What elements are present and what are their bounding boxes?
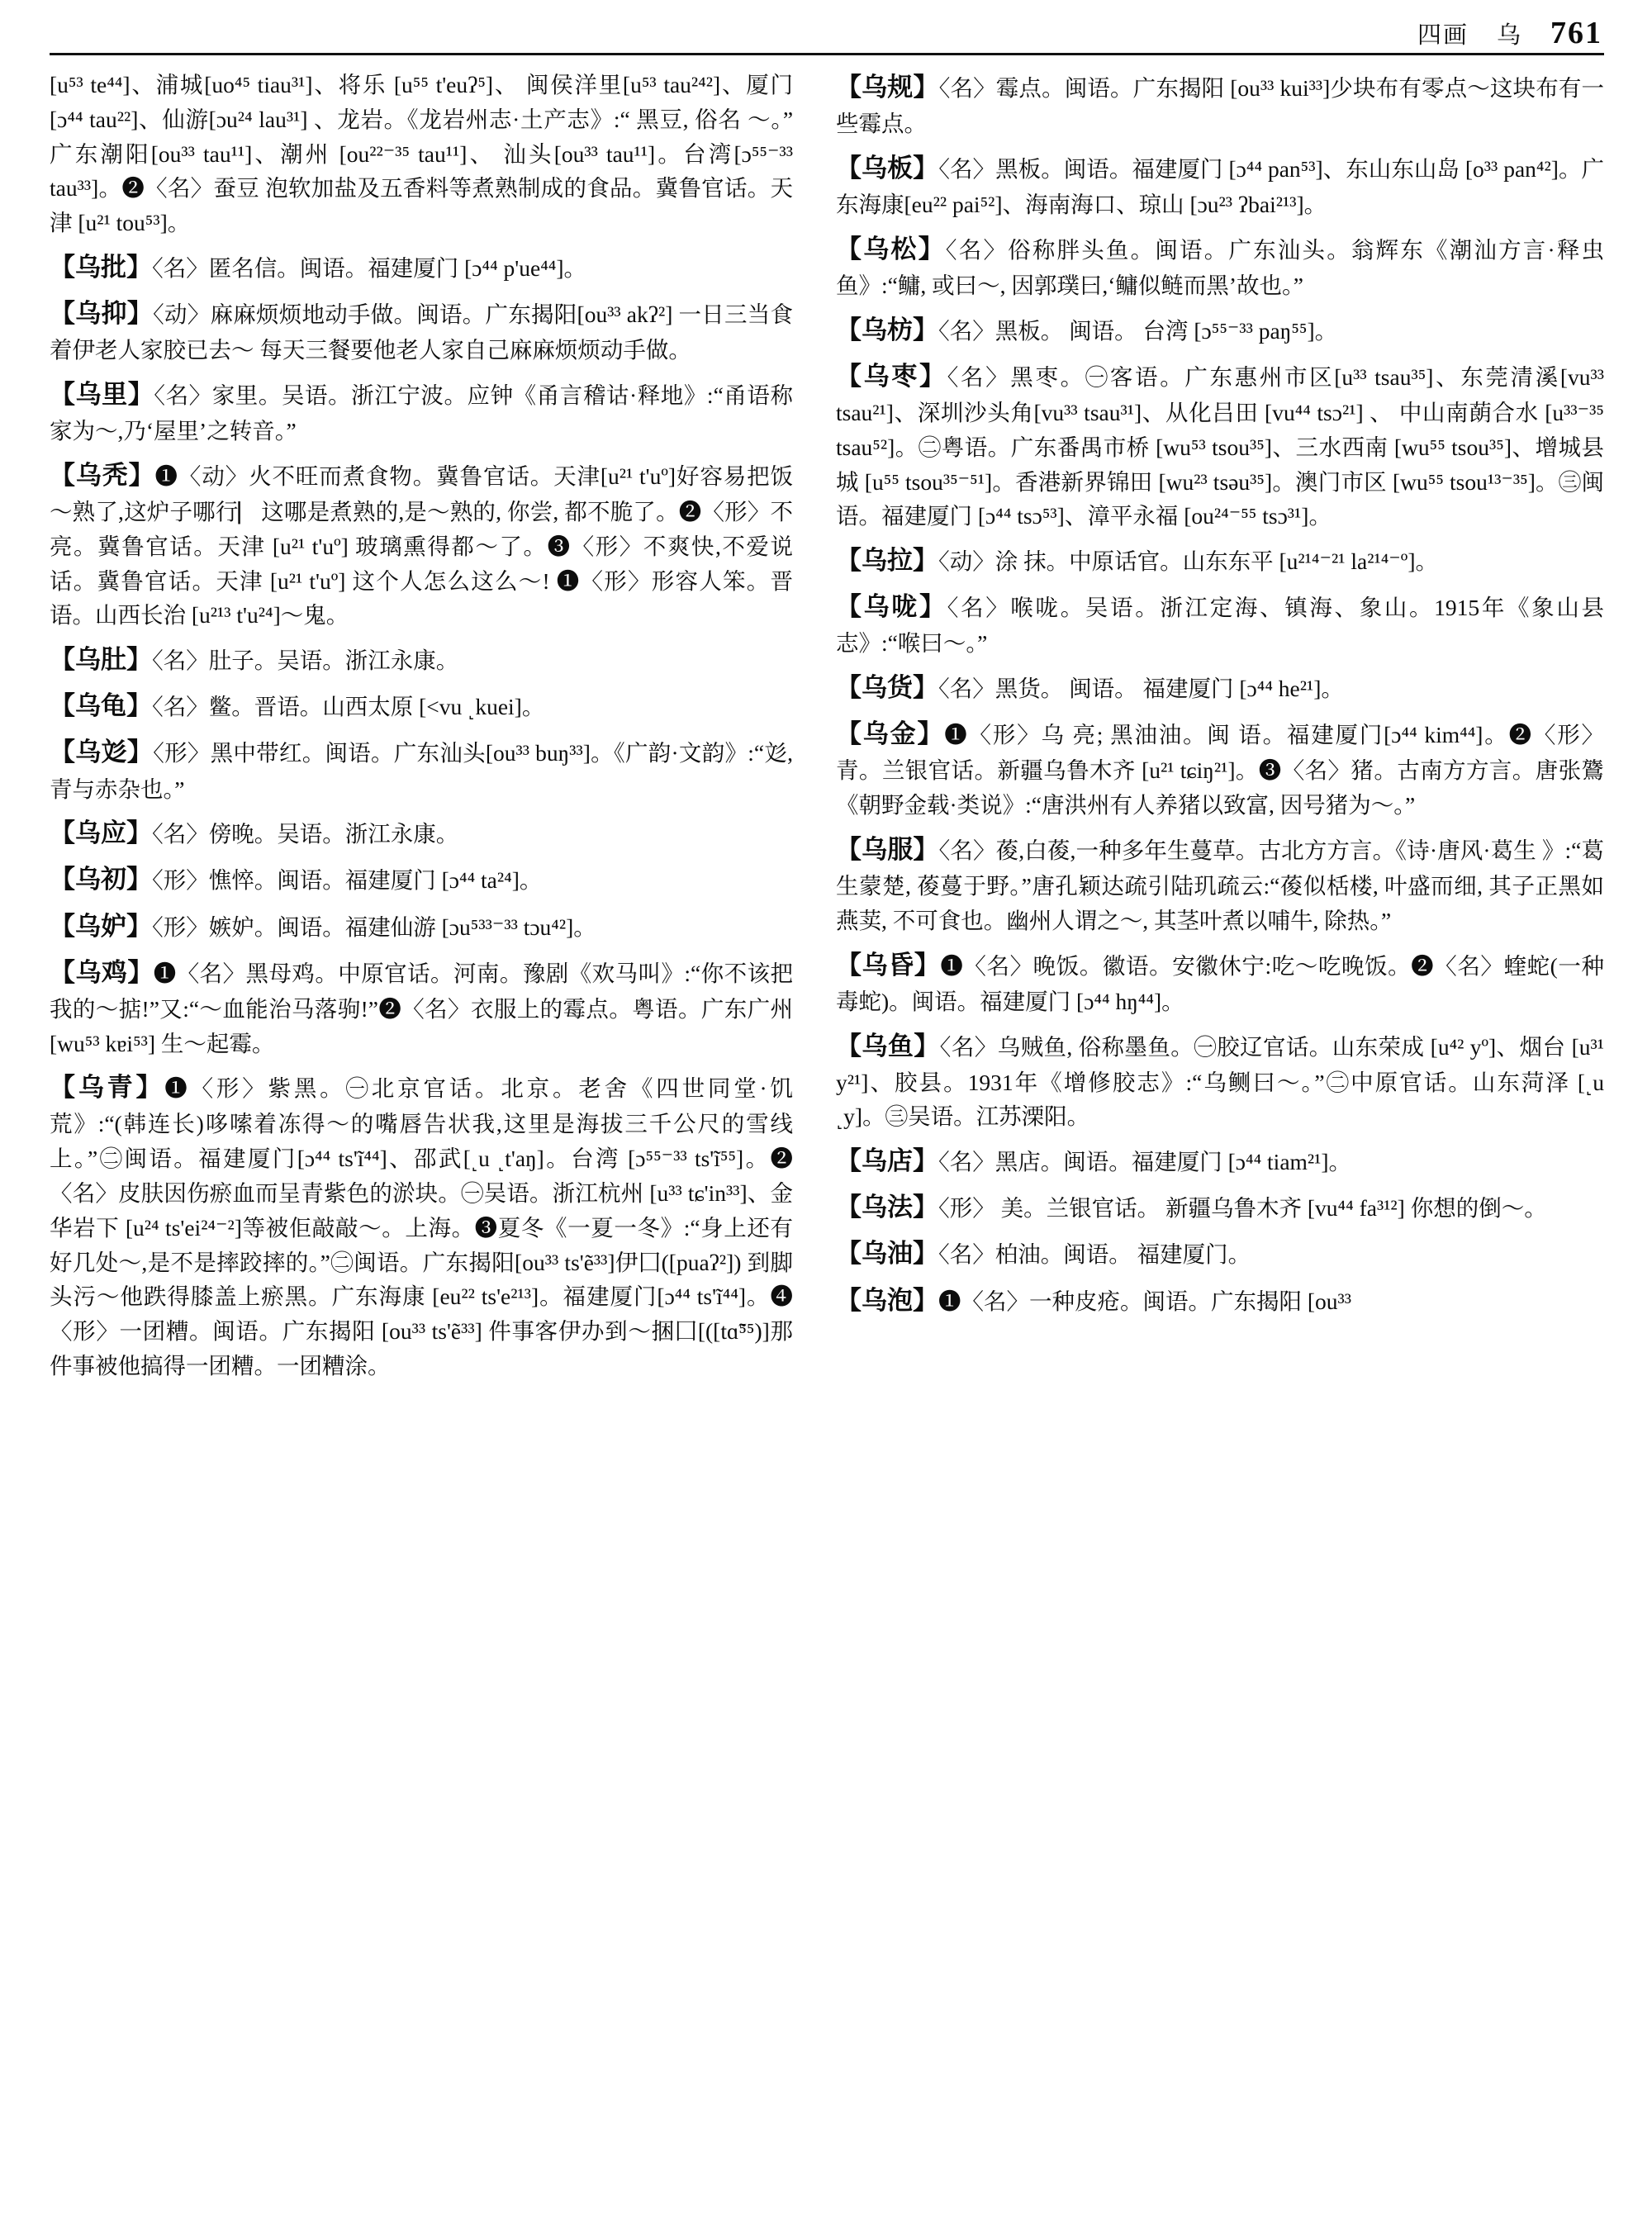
entry-headword: 【乌妒】	[50, 911, 152, 941]
continued-line-1: 闽侯洋里[u⁵³ tau²⁴²]、厦门 [ɔ⁴⁴ tau²²]、仙游[ɔu²⁴	[50, 72, 794, 132]
dictionary-entry	[50, 1068, 793, 1383]
entry-headword: 【乌抑】	[50, 299, 154, 329]
page-number: 761	[1550, 16, 1602, 50]
entry-body: 〈名〉黑枣。㊀客语。广东惠州市区[u³³ tsau³⁵]、东莞清溪[vu³³ tsau²¹]、深圳沙头角[vu³³ tsau³¹]、从化吕田 [vu⁴⁴ tsɔ²¹] 、 中山南蓢合水 [u³³⁻³⁵ tsau⁵²]。㊁粤语。广东番禺市桥 [wu⁵³ tsou³⁵]、三水西南 [wu⁵⁵ tsou³⁵]、增城县城 [u⁵⁵ tsou³⁵⁻⁵¹]。香港新界锦田 [wu²³ tsəu³⁵]。澳门市区 [wu⁵⁵ tsou¹³⁻³⁵]。㊂闽语。福建厦门 [ɔ⁴⁴ tsɔ⁵³]、漳平永福 [ou²⁴⁻⁵⁵ tsɔ³¹]。	[836, 363, 1604, 529]
entry-headword: 【乌咙】	[836, 592, 947, 622]
dictionary-entry	[836, 587, 1604, 661]
entry-body: 〈名〉肚子。吴语。浙江永康。	[152, 648, 459, 674]
entry-body: 〈名〉喉咙。吴语。浙江定海、镇海、象山。1915年《象山县志》:“喉曰～。”	[836, 595, 1604, 657]
entry-headword: 【乌枣】	[836, 361, 947, 391]
entry-headword: 【乌秃】	[50, 460, 155, 490]
entry-body: 〈形〉嫉妒。闽语。福建仙游 [ɔu⁵³³⁻³³ tɔu⁴²]。	[152, 913, 596, 940]
entry-headword: 【乌油】	[836, 1239, 938, 1269]
entry-body: 〈名〉葰,白葰,一种多年生蔓草。古北方方言。《诗·唐风·葛生 》:“葛生蒙楚, 葰蔓于野。”唐孔颖达疏引陆玑疏云:“葰似栝楼, 叶盛而细, 其子正黑如燕荬, 不可食也。幽州人谓之～, 其茎叶煮以哺牛, 除热。”	[836, 837, 1604, 933]
entry-body: 〈名〉柏油。闽语。 福建厦门。	[938, 1241, 1251, 1268]
header-chapter: 四画	[1417, 22, 1469, 49]
page-columns	[50, 68, 1604, 2222]
entry-body: 〈名〉俗称胖头鱼。闽语。广东汕头。翁辉东《潮汕方言·释虫鱼》:“鳙, 或曰～, 因郭璞曰,‘鳙似鲢而黑’故也。”	[836, 236, 1605, 298]
dictionary-entry	[836, 149, 1604, 222]
dictionary-entry	[50, 907, 793, 946]
dictionary-entry	[836, 668, 1604, 707]
entry-headword: 【乌鸡】	[50, 957, 154, 987]
entry-headword: 【乌店】	[836, 1146, 938, 1176]
continued-line-5: 泡软加盐及五香料等煮熟制成的食品。冀鲁官话。天	[265, 175, 794, 202]
entry-body: ❶〈形〉乌 亮; 黑油油。闽 语。福建厦门[ɔ⁴⁴ kim⁴⁴]。❷〈形〉青。兰银官话。新疆乌鲁木齐 [u²¹ tɕiŋ²¹]。❸〈名〉猪。古南方方言。唐张鷟《朝野金载·类说》:“唐洪州有人养猪以致富, 因号猪为～。”	[836, 722, 1605, 818]
entry-headword: 【乌批】	[50, 252, 152, 282]
entry-body: 〈名〉霉点。闽语。广东揭阳 [ou³³ kui³³]少块布有零点～这块布有一些霉点。	[836, 75, 1604, 137]
entry-headword: 【乌金】	[836, 719, 945, 749]
right-column	[836, 68, 1604, 2222]
entry-body: 〈名〉傍晚。吴语。浙江永康。	[152, 821, 459, 847]
entry-body: 〈名〉鳖。晋语。山西太原 [˂vu ˻kuei]。	[152, 694, 545, 720]
dictionary-entry	[50, 248, 793, 287]
dictionary-entry	[836, 946, 1604, 1019]
entry-body: 〈名〉家里。吴语。浙江宁波。应钟《甬言稽诂·释地》:“甬语称家为～,乃‘屋里’之转音。”	[50, 382, 793, 444]
dictionary-entry	[836, 714, 1604, 823]
dictionary-entry	[50, 953, 793, 1061]
dictionary-entry	[50, 814, 793, 852]
continued-line-3: ～。” 广东潮阳[ou³³ tau¹¹]、潮州 [ou²²⁻³⁵ tau¹¹]、	[50, 106, 794, 167]
continued-line-6: 津 [u²¹ tou⁵³]。	[50, 210, 191, 236]
entry-headword: 【乌肚】	[50, 645, 152, 675]
entry-headword: 【乌龟】	[50, 691, 152, 721]
dictionary-entry	[50, 686, 793, 725]
continued-line-4: 汕头[ou³³ tau¹¹]。台湾[ɔ⁵⁵⁻³³ tau³³]。❷〈名〉蚕豆	[50, 140, 794, 202]
header-rule	[50, 53, 1604, 55]
entry-body: ❶〈动〉火不旺而煮食物。冀鲁官话。天津[u²¹ t'uº]好容易把饭～熟了,这炉子哪行⎸这哪是煮熟的,是～熟的, 你尝, 都不脆了。❷〈形〉不亮。冀鲁官话。天津 [u²¹ t'uº] 玻璃熏得都～了。❸〈形〉不爽快,不爱说话。冀鲁官话。天津 [u²¹ t'uº] 这个人怎么这么～! ❶〈形〉形容人笨。晋语。山西长治 [u²¹³ t'u²⁴]～鬼。	[50, 463, 793, 629]
entry-body: 〈名〉黑店。闽语。福建厦门 [ɔ⁴⁴ tiam²¹]。	[938, 1149, 1352, 1175]
entry-body: 〈形〉 美。兰银官话。 新疆乌鲁木齐 [vu⁴⁴ fa³¹²] 你想的倒～。	[938, 1195, 1547, 1222]
entry-body: 〈形〉黑中带红。闽语。广东汕头[ou³³ buŋ³³]。《广韵·文韵》:“彣, 青与赤杂也。”	[50, 740, 793, 802]
header-character: 乌	[1496, 22, 1522, 49]
dictionary-entry	[50, 375, 793, 448]
dictionary-entry	[50, 640, 793, 679]
dictionary-entry	[836, 830, 1604, 938]
entry-headword: 【乌拉】	[836, 546, 938, 576]
entry-body: 〈形〉憔悴。闽语。福建厦门 [ɔ⁴⁴ ta²⁴]。	[152, 867, 543, 894]
dictionary-entry	[836, 1188, 1604, 1226]
dictionary-entry	[836, 68, 1604, 141]
dictionary-entry	[836, 357, 1604, 534]
entry-body: 〈名〉乌贼鱼, 俗称墨鱼。㊀胶辽官话。山东荣成 [u⁴² yº]、烟台 [u³¹ y²¹]、胶县。1931年《增修胶志》:“乌鲗曰～。”㊁中原官话。山东菏泽 [˻u ˻y]。㊂吴语。江苏溧阳。	[836, 1033, 1604, 1130]
entry-headword: 【乌应】	[50, 818, 152, 848]
entry-headword: 【乌枋】	[836, 315, 938, 344]
entry-headword: 【乌里】	[50, 380, 154, 409]
entry-headword: 【乌泡】	[836, 1285, 938, 1315]
dictionary-entry	[836, 1141, 1604, 1180]
entry-headword: 【乌服】	[836, 834, 939, 864]
entry-body: 〈名〉黑板。 闽语。 台湾 [ɔ⁵⁵⁻³³ paŋ⁵⁵]。	[938, 317, 1338, 344]
dictionary-entry	[50, 733, 793, 806]
entry-body: 〈名〉黑板。闽语。福建厦门 [ɔ⁴⁴ pan⁵³]、东山东山岛 [o³³ pan⁴²]。广东海康[eu²² pai⁵²]、海南海口、琼山 [ɔu²³ ʔbai²¹³]。	[836, 155, 1605, 218]
entry-headword: 【乌法】	[836, 1193, 938, 1222]
entry-headword: 【乌青】	[50, 1073, 165, 1103]
dictionary-entry	[836, 1027, 1604, 1135]
continued-line-2: lau³¹] 、龙岩。《龙岩州志·土产志》:“ 黑豆, 俗名	[259, 106, 742, 132]
entry-headword: 【乌松】	[836, 234, 946, 263]
entry-body: 〈名〉匿名信。闽语。福建厦门 [ɔ⁴⁴ p'ue⁴⁴]。	[152, 254, 587, 281]
entry-body: 〈动〉麻麻烦烦地动手做。闽语。广东揭阳[ou³³ akʔ²] 一日三当食着伊老人家胶已去～ 每天三餐要他老人家自己麻麻烦烦动手做。	[50, 301, 794, 363]
entry-headword: 【乌货】	[836, 673, 938, 703]
continued-line-0: [u⁵³ te⁴⁴]、浦城[uo⁴⁵ tiau³¹]、将乐 [u⁵⁵ t'euʔ⁵]、	[50, 72, 520, 97]
dictionary-entry	[836, 1234, 1604, 1273]
entry-body: ❶〈名〉一种皮疮。闽语。广东揭阳 [ou³³	[938, 1288, 1352, 1314]
entry-headword: 【乌彣】	[50, 738, 154, 767]
entry-headword: 【乌板】	[836, 153, 939, 183]
dictionary-entry	[50, 860, 793, 899]
entry-body: ❶〈形〉紫黑。㊀北京官话。北京。老舍《四世同堂·饥荒》:“(韩连长)哆嗦着冻得～的嘴唇告状我,这里是海拔三千公尺的雪线上。”㊁闽语。福建厦门[ɔ⁴⁴ ts'ĩ⁴⁴]、邵武[˻u ˻t'aŋ]。台湾 [ɔ⁵⁵⁻³³ ts'ĩ⁵⁵]。❷〈名〉皮肤因伤瘀血而呈青紫色的淤块。㊀吴语。浙江杭州 [u³³ tɕ'in³³]、金华岩下 [u²⁴ ts'ei²⁴⁻²]等被佢敲敲～。上海。❸夏冬《一夏一冬》:“身上还有好几处～,是不是摔跤摔的。”㊁闽语。广东揭阳[ou³³ ts'ẽ³³]伊囗([puaʔ²]) 到脚头污～他跌得膝盖上瘀黑。广东海康 [eu²² ts'e²¹³]。福建厦门[ɔ⁴⁴ ts'ĩ⁴⁴]。❹〈形〉一团糟。闽语。广东揭阳 [ou³³ ts'ẽ³³] 件事客伊办到～捆囗[([tɑ̃⁵⁵)]那件事被他搞得一团糟。一团糟涂。	[50, 1075, 793, 1379]
dictionary-entry	[50, 294, 793, 368]
dictionary-entry	[836, 311, 1604, 349]
dictionary-entry	[50, 456, 793, 633]
dictionary-entry	[836, 541, 1604, 580]
entry-headword: 【乌规】	[836, 73, 939, 102]
continued-entry	[50, 68, 793, 240]
entry-body: ❶〈名〉晚饭。徽语。安徽休宁:吃～吃晚饭。❷〈名〉蝰蛇(一种毒蛇)。闽语。福建厦门 [ɔ⁴⁴ hŋ⁴⁴]。	[836, 952, 1604, 1014]
entry-body: 〈动〉涂 抹。中原话官。山东东平 [u²¹⁴⁻²¹ la²¹⁴⁻º]。	[938, 548, 1438, 575]
dictionary-entry	[836, 1281, 1604, 1320]
left-column	[50, 68, 793, 2222]
entry-headword: 【乌鱼】	[836, 1031, 940, 1060]
entry-body: 〈名〉黑货。 闽语。 福建厦门 [ɔ⁴⁴ he²¹]。	[938, 676, 1344, 702]
entry-headword: 【乌昏】	[836, 950, 941, 980]
page-header	[1417, 15, 1602, 51]
entry-headword: 【乌初】	[50, 865, 152, 894]
entry-body: ❶〈名〉黑母鸡。中原官话。河南。豫剧《欢马叫》:“你不该把我的～掂!”又:“～血能治马落驹!”❷〈名〉衣服上的霉点。粤语。广东广州 [wu⁵³ kɐi⁵³] 生～起霉。	[50, 960, 794, 1056]
dictionary-entry	[836, 230, 1604, 303]
